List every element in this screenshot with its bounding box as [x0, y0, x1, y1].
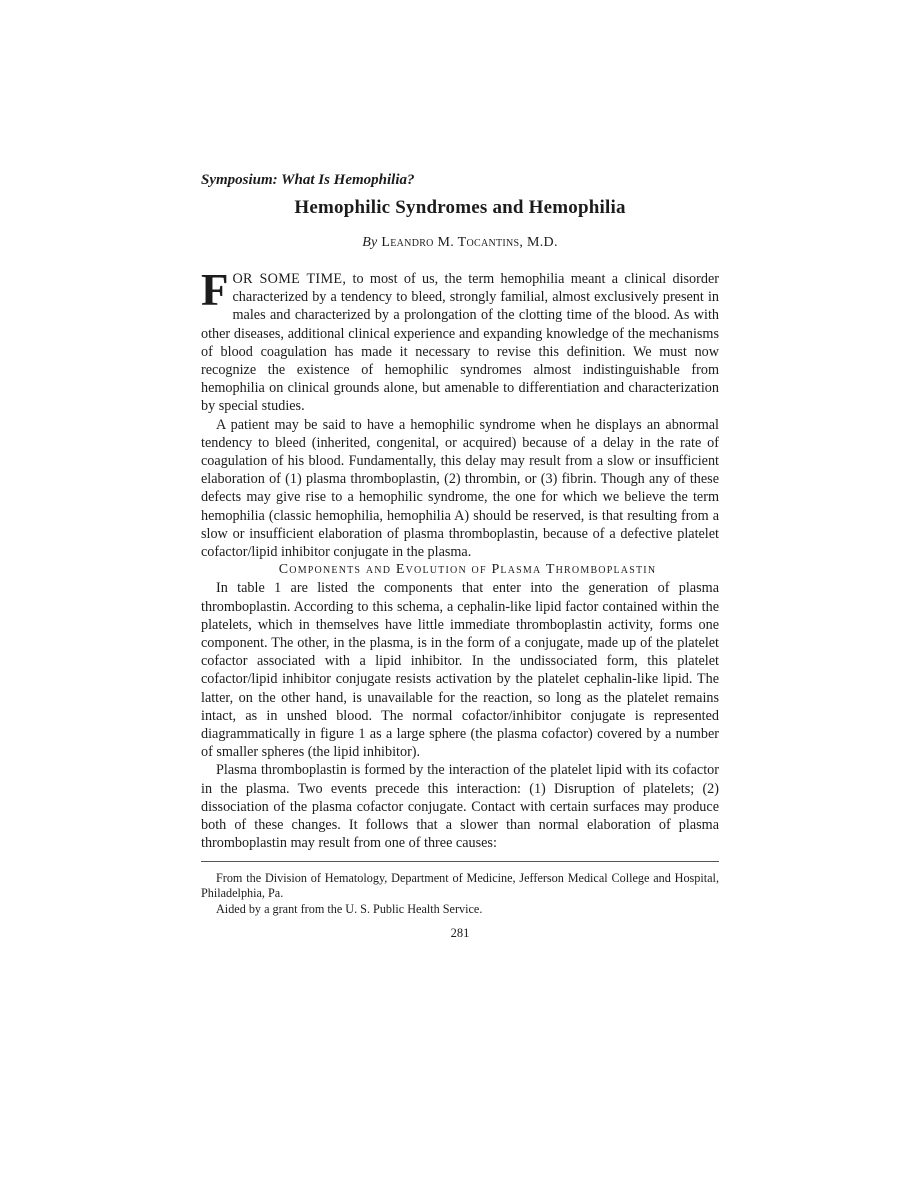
footnote-affiliation: From the Division of Hematology, Department of Medicine, Jefferson Medical College and Hospital, Philadelphia, Pa.	[201, 870, 719, 900]
section-heading: Components and Evolution of Plasma Thromboplastin	[278, 562, 657, 578]
byline-prefix: By	[362, 235, 378, 250]
paragraph-2: A patient may be said to have a hemophilic syndrome when he displays an abnormal tendency to bleed (inherited, congenital, or acquired) because of a delay in the rate of coagulation of his blood. Fundamentally, this delay may result from a slow or insufficient elaboration of (1) plasma thromboplastin, (2) thrombin, or (3) fibrin. Though any of these defects may give rise to a hemophilic syndrome, the one for which we believe the term hemophilia (classic hemophilia, hemophilia A) should be reserved, is that resulting from a slow or insufficient elaboration of plasma thromboplastin, because of a defective platelet cofactor/lipid inhibitor conjugate in the plasma.	[201, 416, 719, 561]
symposium-heading: Symposium: What Is Hemophilia?	[201, 172, 415, 188]
paragraph-1	[201, 265, 719, 416]
article-page	[201, 170, 719, 941]
footnote-rule	[201, 861, 719, 862]
footnote-grant: Aided by a grant from the U. S. Public Health Service.	[216, 901, 483, 916]
footnotes	[201, 871, 719, 918]
article-body	[201, 265, 719, 853]
lead-in: OR SOME TIME,	[232, 271, 347, 287]
author-name: Leandro M. Tocantins, M.D.	[381, 235, 558, 250]
paragraph-1-text: to most of us, the term hemophilia meant a clinical disorder characterized by a tendency to bleed, strongly familial, almost exclusively present in males and characterized by a prolongation of the clotting time of the blood. As with other diseases, additional clinical experience and expanding knowledge of the mechanisms of blood coagulation has made it necessary to revise this definition. We must now recognize the existence of hemophilic syndromes almost indistinguishable from hemophilia on clinical grounds alone, but amenable to differentiation and characterization by special studies.	[201, 271, 719, 415]
page-number: 281	[450, 926, 470, 940]
byline	[201, 234, 719, 252]
drop-cap: F	[201, 265, 229, 315]
paragraph-3: In table 1 are listed the components that enter into the generation of plasma thromboplastin. According to this schema, a cephalin-like lipid factor contained within the platelets, which in themselves have little immediate thromboplastin activity, forms one component. The other, in the plasma, is in the form of a conjugate, made up of the platelet cofactor associated with a lipid inhibitor. In the undissociated form, this platelet cofactor/lipid inhibitor conjugate resists activation by the platelet cephalin-like lipid. The latter, on the other hand, is unavailable for the reaction, so long as the platelet remains intact, as in unshed blood. The normal cofactor/inhibitor conjugate is represented diagrammatically in figure 1 as a large sphere (the plasma cofactor) covered by a number of smaller spheres (the lipid inhibitor).	[201, 580, 719, 761]
article-title: Hemophilic Syndromes and Hemophilia	[294, 197, 626, 218]
paragraph-4: Plasma thromboplastin is formed by the interaction of the platelet lipid with its cofactor in the plasma. Two events precede this interaction: (1) Disruption of platelets; (2) dissociation of the plasma cofactor conjugate. Contact with certain surfaces may produce both of these changes. It follows that a slower than normal elaboration of plasma thromboplastin may result from one of three causes:	[201, 762, 719, 852]
